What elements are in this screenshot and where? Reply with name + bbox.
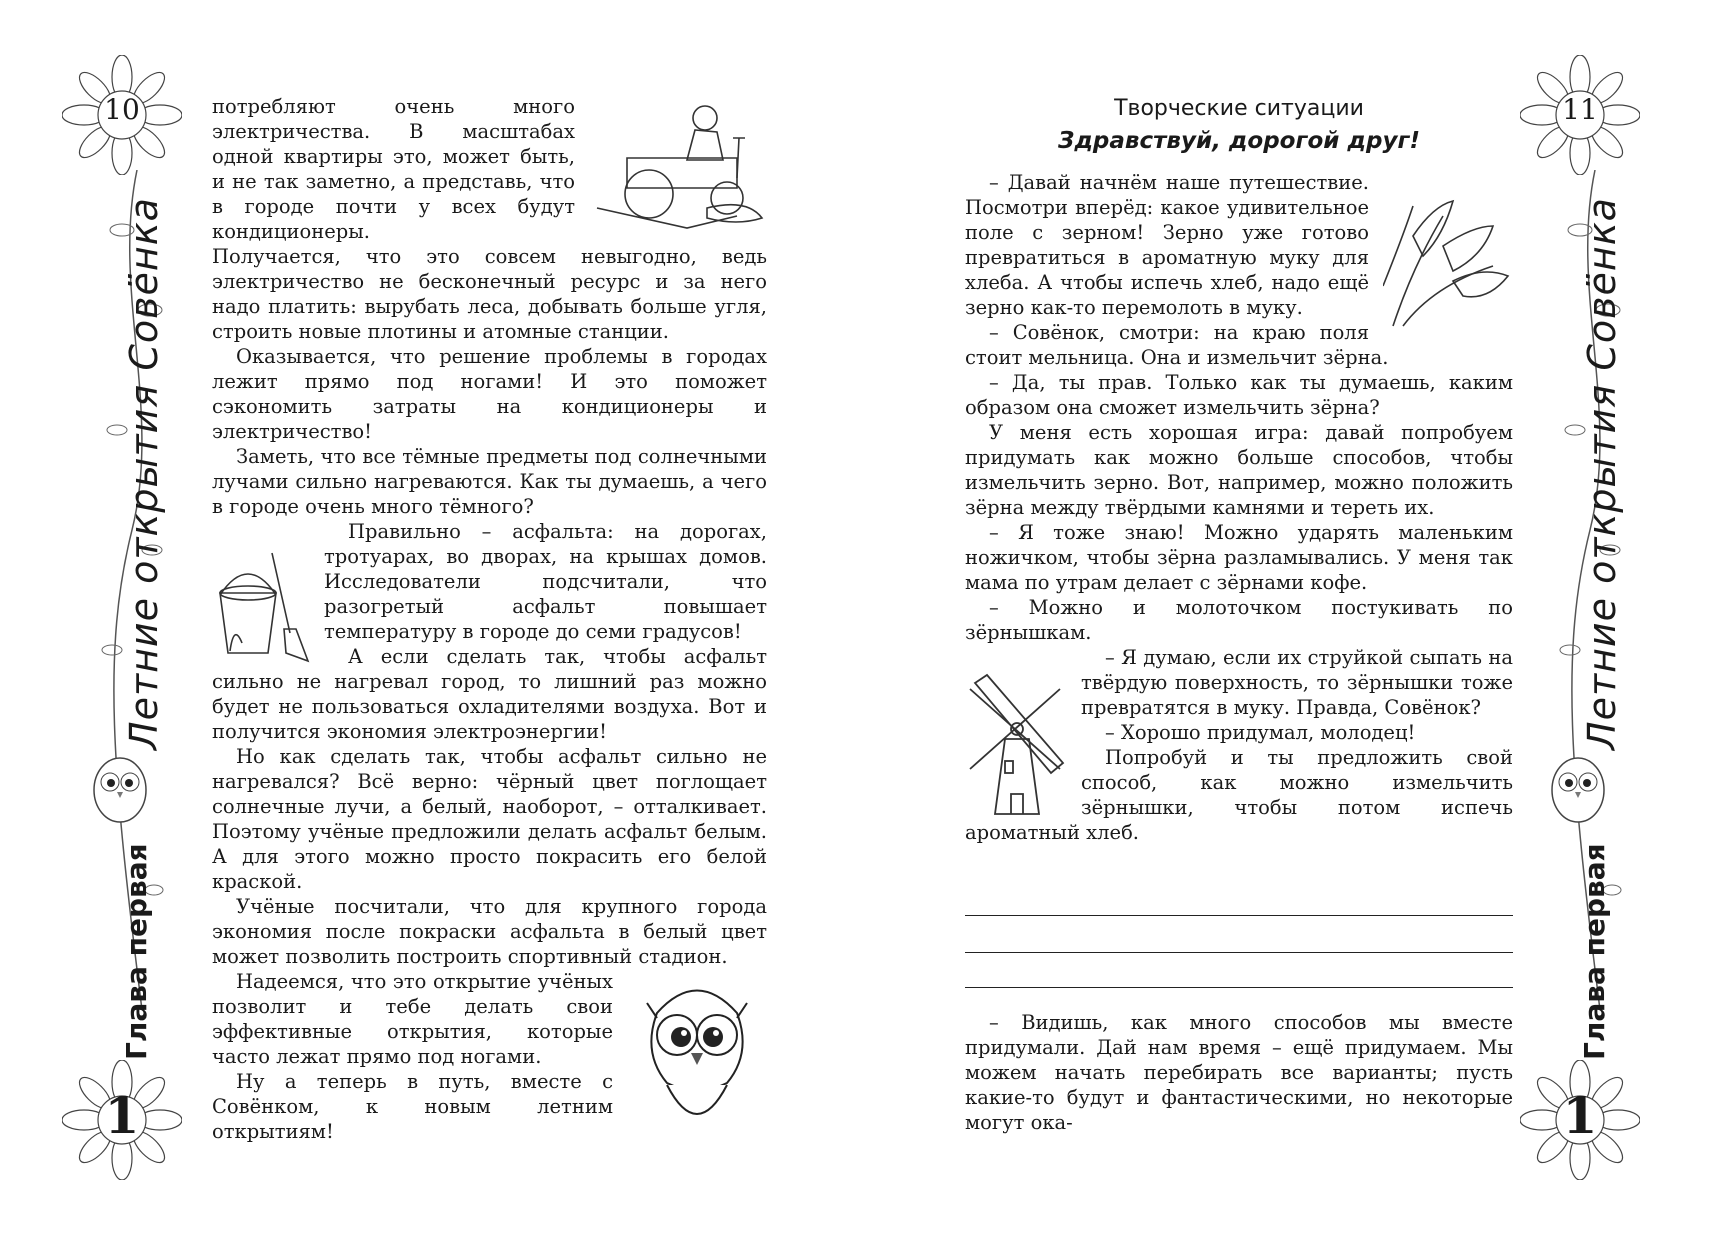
- chapter-number: 1: [1562, 1086, 1598, 1145]
- paragraph: Заметь, что все тёмные предметы под солнечными лучами сильно нагреваются. Как ты думаешь, а чего в городе очень много тёмного?: [212, 445, 767, 518]
- paragraph: Правильно – асфальта: на дорогах, тротуарах, во дворах, на крышах домов. Исследователи подсчитали, что разогретый асфальт повышает температуру в городе до семи градусов!: [324, 520, 767, 643]
- small-owl-icon: [1538, 740, 1618, 830]
- paragraph: Учёные посчитали, что для крупного города экономия после покраски асфальта в белый цвет может позволить построить спортивный стадион.: [212, 895, 767, 968]
- wheat-illustration: [1383, 196, 1513, 331]
- answer-line[interactable]: [965, 987, 1513, 988]
- paragraph: Ну а теперь в путь, вместе с Совёнком, к новым летним открытиям!: [212, 1070, 613, 1143]
- right-page-body: [965, 170, 1513, 845]
- paragraph: У меня есть хорошая игра: давай попробуем придумать как можно больше способов, чтобы измельчить зерно. Вот, например, можно положить зёрна между твёрдыми камнями и тереть их.: [965, 421, 1513, 519]
- series-title: Летние открытия Совёнка: [122, 197, 166, 750]
- paragraph: – Совёнок, смотри: на краю поля стоит мельница. Она и измельчит зёрна.: [965, 321, 1389, 369]
- chapter-number: 1: [104, 1086, 140, 1145]
- paragraph: Попробуй и ты предложить свой способ, как можно измельчить зёрнышки, чтобы потом испечь ароматный хлеб.: [965, 746, 1513, 844]
- left-side-decoration: [62, 0, 192, 1241]
- paragraph: – Хорошо придумал, молодец!: [1105, 721, 1416, 744]
- right-page-closing: [965, 1010, 1513, 1135]
- paragraph: – Я думаю, если их струйкой сыпать на твёрдую поверхность, то зёрнышки тоже превратятся в муку. Правда, Совёнок?: [1081, 646, 1513, 719]
- paragraph: Оказывается, что решение проблемы в городах лежит прямо под ногами! И это поможет сэкономить затраты на кондиционеры и электричество!: [212, 345, 767, 443]
- series-title: Летние открытия Совёнка: [1580, 197, 1624, 750]
- page-number-flower: [62, 55, 182, 175]
- right-side-decoration: [1520, 0, 1650, 1241]
- page-number-flower: [1520, 55, 1640, 175]
- section-title: Творческие ситуации: [1114, 96, 1364, 121]
- answer-line[interactable]: [965, 915, 1513, 916]
- answer-line[interactable]: [965, 952, 1513, 953]
- paragraph: – Я тоже знаю! Можно ударять маленьким ножичком, чтобы зёрна разламывались. У меня так мама по утрам делает с зёрнами кофе.: [965, 521, 1513, 594]
- paragraph: – Можно и молоточком постукивать по зёрнышкам.: [965, 596, 1513, 644]
- paragraph: потребляют очень много электричества. В масштабах одной квартиры это, может быть, и не так заметно, а представь, что в городе почти у всех будут кондиционеры.: [212, 95, 575, 243]
- paragraph: – Видишь, как много способов мы вместе придумали. Дай нам время – ещё придумаем. Мы можем начать перебирать все варианты; пусть какие-то будут и фантастическими, но некоторые могут ока-: [965, 1011, 1513, 1134]
- small-owl-icon: [80, 740, 160, 830]
- owl-illustration: [627, 973, 767, 1133]
- paragraph: – Давай начнём наше путешествие. Посмотри вперёд: какое удивительное поле с зерном! Зерно уже готово превратиться в ароматную муку для хлеба. А чтобы испечь хлеб, надо ещё зерно как-то перемолоть в муку.: [965, 171, 1369, 319]
- paragraph: Но как сделать так, чтобы асфальт сильно не нагревался? Всё верно: чёрный цвет поглощает солнечные лучи, а белый, наоборот, – отталкивает. Поэтому учёные предложили делать асфальт белым. А для этого можно просто покрасить его белой краской.: [212, 745, 767, 893]
- road-roller-illustration: [587, 98, 767, 230]
- chapter-number-flower: [1520, 1060, 1640, 1180]
- chapter-title: Глава первая: [120, 843, 153, 1060]
- chapter-title: Глава первая: [1578, 843, 1611, 1060]
- left-page-body: [212, 94, 767, 1144]
- paragraph: – Да, ты прав. Только как ты думаешь, каким образом она сможет измельчить зёрна?: [965, 371, 1513, 419]
- paint-bucket-illustration: [212, 543, 312, 663]
- paragraph: А если сделать так, чтобы асфальт сильно не нагревал город, то лишний раз можно будет не пользоваться охладителями воздуха. Вот и получится экономия электроэнергии!: [212, 645, 767, 743]
- paragraph: Получается, что это совсем невыгодно, ведь электричество не бесконечный ресурс и за него надо платить: вырубать леса, добывать больше угля, строить новые плотины и атомные станции.: [212, 245, 767, 343]
- page-number: 11: [1562, 93, 1598, 126]
- chapter-number-flower: [62, 1060, 182, 1180]
- windmill-illustration: [965, 669, 1069, 819]
- paragraph: Надеемся, что это открытие учёных позволит и тебе делать свои эффективные открытия, которые часто лежат прямо под ногами.: [212, 970, 613, 1068]
- story-title: Здравствуй, дорогой друг!: [1058, 128, 1420, 154]
- page-number: 10: [104, 93, 140, 126]
